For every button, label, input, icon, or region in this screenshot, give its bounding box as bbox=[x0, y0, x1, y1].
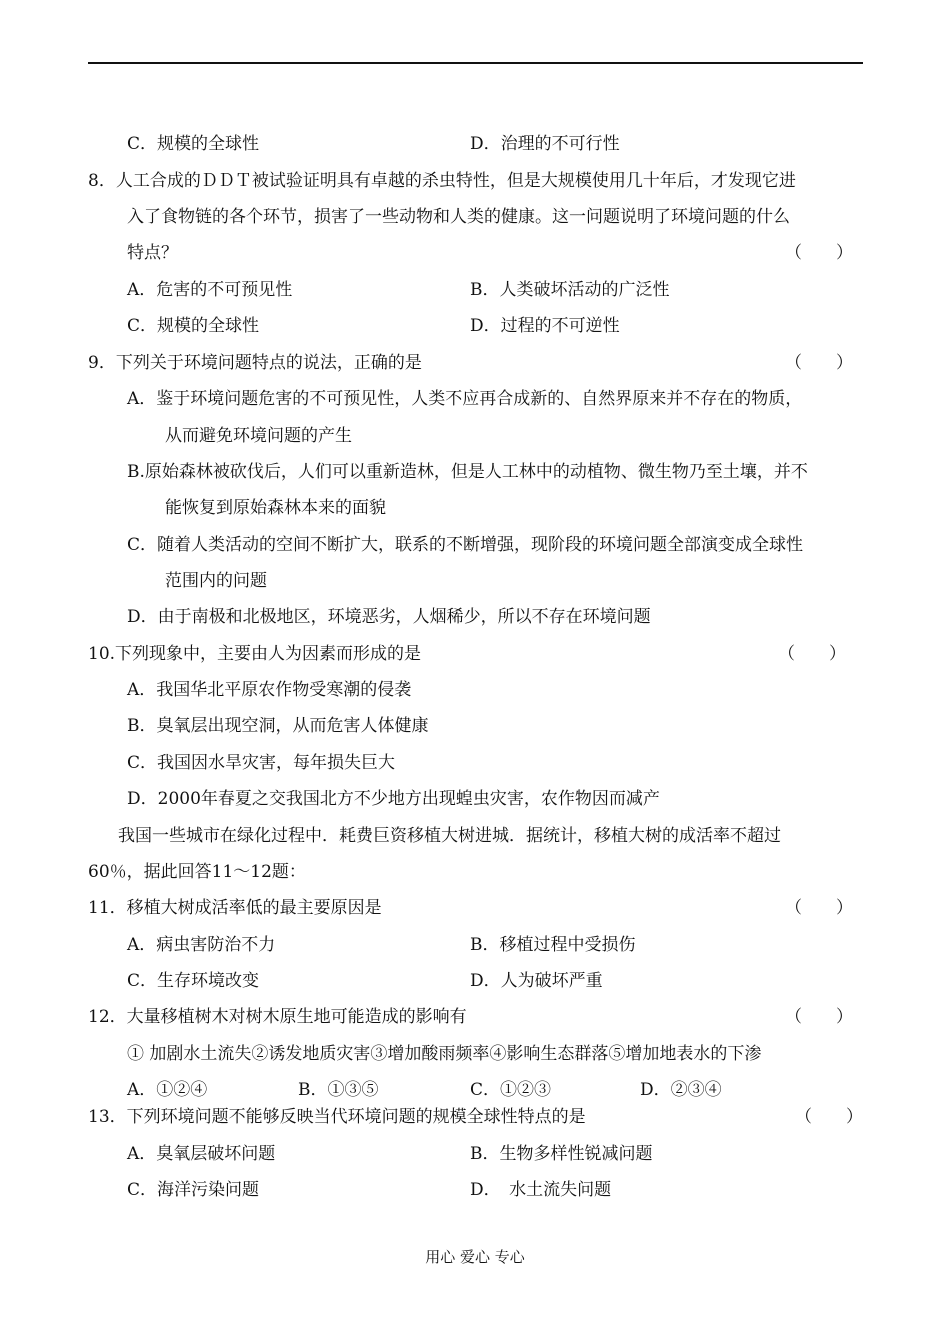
q11-option-b: B．移植过程中受损伤 bbox=[470, 935, 636, 955]
q13-answer-bracket: （ ） bbox=[795, 1107, 863, 1127]
q12-answer-bracket: （ ） bbox=[785, 1007, 853, 1027]
q8-stem-line-3: 特点？ bbox=[127, 243, 178, 263]
q11-option-d: D．人为破坏严重 bbox=[470, 971, 603, 991]
q12-items: ① 加剧水土流失②诱发地质灾害③增加酸雨频率④影响生态群落⑤增加地表水的下渗 bbox=[127, 1044, 762, 1064]
q12-option-c: C．①②③ bbox=[470, 1080, 552, 1100]
q9-option-c-line-1: C．随着人类活动的空间不断扩大，联系的不断增强，现阶段的环境问题全部演变成全球性 bbox=[127, 535, 804, 555]
q8-option-b: B．人类破坏活动的广泛性 bbox=[470, 280, 670, 300]
q11-answer-bracket: （ ） bbox=[785, 898, 853, 918]
q13-option-d: D． 水土流失问题 bbox=[470, 1180, 612, 1200]
q12-option-b: B．①③⑤ bbox=[298, 1080, 379, 1100]
q9-stem: 9．下列关于环境问题特点的说法，正确的是 bbox=[88, 353, 422, 373]
q9-answer-bracket: （ ） bbox=[785, 353, 853, 373]
q9-option-a-line-2: 从而避免环境问题的产生 bbox=[165, 426, 352, 446]
q12-stem: 12．大量移植树木对树木原生地可能造成的影响有 bbox=[88, 1007, 467, 1027]
q13-option-b: B．生物多样性锐减问题 bbox=[470, 1144, 653, 1164]
q12-option-a: A．①②④ bbox=[127, 1080, 208, 1100]
q8-option-a: A．危害的不可预见性 bbox=[127, 280, 293, 300]
q7-option-d: D．治理的不可行性 bbox=[470, 134, 620, 154]
q8-stem-line-2: 入了食物链的各个环节，损害了一些动物和人类的健康。这一问题说明了环境问题的什么 bbox=[127, 207, 790, 227]
q13-stem: 13．下列环境问题不能够反映当代环境问题的规模全球性特点的是 bbox=[88, 1107, 586, 1127]
passage-line-2: 60％，据此回答11～12题： bbox=[88, 862, 306, 882]
q9-option-b-line-2: 能恢复到原始森林本来的面貌 bbox=[165, 498, 386, 518]
q8-stem-line-1: 8．人工合成的ＤＤＴ被试验证明具有卓越的杀虫特性，但是大规模使用几十年后，才发现它进 bbox=[88, 171, 796, 191]
q11-stem: 11．移植大树成活率低的最主要原因是 bbox=[88, 898, 382, 918]
q8-answer-bracket: （ ） bbox=[785, 243, 853, 263]
q10-answer-bracket: （ ） bbox=[778, 644, 846, 664]
page-footer: 用心 爱心 专心 bbox=[425, 1248, 525, 1266]
q8-option-c: C．规模的全球性 bbox=[127, 316, 260, 336]
q13-option-a: A．臭氧层破坏问题 bbox=[127, 1144, 276, 1164]
q11-option-a: A．病虫害防治不力 bbox=[127, 935, 276, 955]
q9-option-d: D．由于南极和北极地区，环境恶劣，人烟稀少，所以不存在环境问题 bbox=[127, 607, 651, 627]
q10-option-a: A．我国华北平原农作物受寒潮的侵袭 bbox=[127, 680, 412, 700]
q11-option-c: C．生存环境改变 bbox=[127, 971, 260, 991]
q9-option-c-line-2: 范围内的问题 bbox=[165, 571, 267, 591]
q9-option-a-line-1: A．鉴于环境问题危害的不可预见性，人类不应再合成新的、自然界原来并不存在的物质， bbox=[127, 389, 803, 409]
q10-stem: 10.下列现象中，主要由人为因素而形成的是 bbox=[88, 644, 422, 664]
q13-option-c: C．海洋污染问题 bbox=[127, 1180, 260, 1200]
q10-option-b: B．臭氧层出现空洞，从而危害人体健康 bbox=[127, 716, 429, 736]
q9-option-b-line-1: B.原始森林被砍伐后，人们可以重新造林，但是人工林中的动植物、微生物乃至土壤，并不 bbox=[127, 462, 808, 482]
q8-option-d: D．过程的不可逆性 bbox=[470, 316, 620, 336]
q10-option-c: C．我国因水旱灾害，每年损失巨大 bbox=[127, 753, 396, 773]
q10-option-d: D．2000年春夏之交我国北方不少地方出现蝗虫灾害，农作物因而减产 bbox=[127, 789, 660, 809]
header-rule bbox=[88, 62, 863, 64]
passage-line-1: 我国一些城市在绿化过程中．耗费巨资移植大树进城．据统计，移植大树的成活率不超过 bbox=[118, 826, 781, 846]
q12-option-d: D．②③④ bbox=[640, 1080, 722, 1100]
q7-option-c: C．规模的全球性 bbox=[127, 134, 260, 154]
